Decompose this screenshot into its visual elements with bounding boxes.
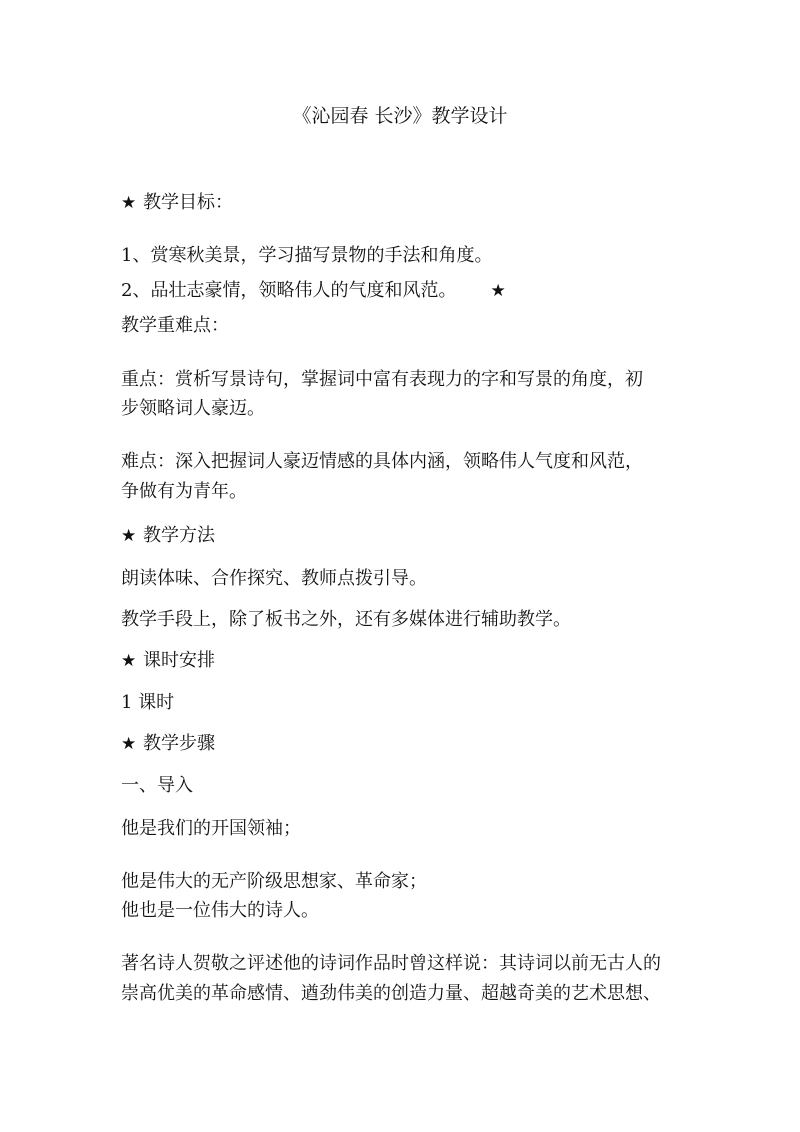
- schedule-value: 1 课时: [121, 692, 175, 713]
- intro-paragraph-2-line-2: 他也是一位伟大的诗人。: [121, 900, 319, 921]
- intro-paragraph-1: 他是我们的开国领袖；: [121, 818, 301, 839]
- methods-heading: 教学方法: [143, 525, 215, 546]
- star-icon: ★: [490, 281, 506, 301]
- section-heading-teaching-goals: [121, 190, 233, 216]
- methods-line-1: 朗读体味、合作探究、教师点拨引导。: [121, 568, 427, 589]
- star-icon: ★: [121, 734, 137, 754]
- star-icon: ★: [121, 651, 137, 671]
- section-heading-schedule: [121, 648, 215, 674]
- teaching-goal-2: [121, 278, 506, 304]
- section-heading-steps: [121, 731, 215, 757]
- key-point-line-2: 步领略词人豪迈。: [121, 398, 265, 419]
- methods-line-2: 教学手段上，除了板书之外，还有多媒体进行辅助教学。: [121, 609, 571, 630]
- star-icon: ★: [121, 193, 137, 213]
- teaching-goal-1: 1、赏寒秋美景，学习描写景物的手法和角度。: [121, 245, 493, 266]
- intro-paragraph-3-line-1: 著名诗人贺敬之评述他的诗词作品时曾这样说：其诗词以前无古人的: [121, 953, 661, 974]
- section-heading-key-points: 教学重难点：: [121, 315, 229, 336]
- intro-paragraph-2-line-1: 他是伟大的无产阶级思想家、革命家；: [121, 871, 427, 892]
- difficult-point-line-2: 争做有为青年。: [121, 481, 247, 502]
- teaching-goals-heading: 教学目标：: [143, 192, 233, 213]
- teaching-goal-2-text: 2、品壮志豪情，领略伟人的气度和风范。: [121, 280, 457, 301]
- intro-paragraph-3-line-2: 崇高优美的革命感情、遒劲伟美的创造力量、超越奇美的艺术思想、: [121, 983, 661, 1004]
- section-heading-methods: [121, 523, 215, 549]
- star-icon: ★: [121, 526, 137, 546]
- schedule-heading: 课时安排: [143, 650, 215, 671]
- step-section-heading: 一、导入: [121, 775, 193, 796]
- difficult-point-line-1: 难点：深入把握词人豪迈情感的具体内涵，领略伟人气度和风范，: [121, 451, 643, 472]
- page-title: 《沁园春 长沙》教学设计: [292, 105, 508, 127]
- steps-heading: 教学步骤: [143, 733, 215, 754]
- key-point-line-1: 重点：赏析写景诗句，掌握词中富有表现力的字和写景的角度，初: [121, 369, 643, 390]
